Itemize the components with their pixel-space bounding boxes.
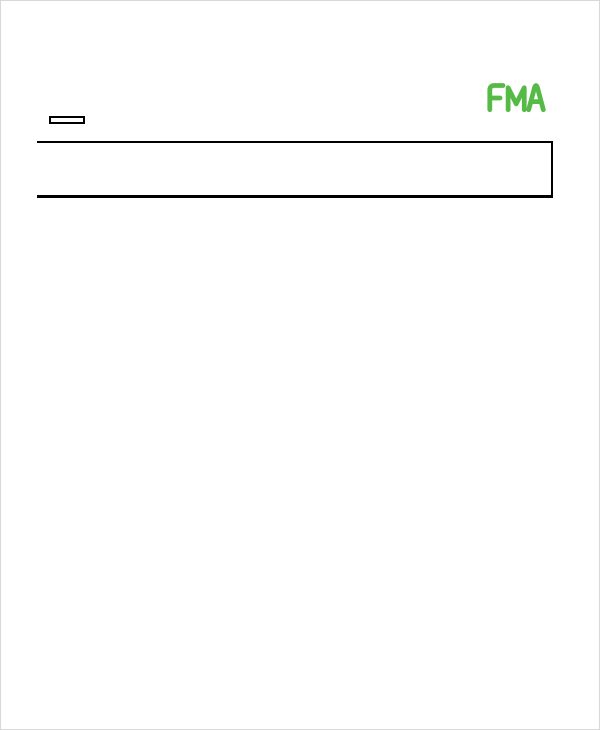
fiscal-year-row xyxy=(37,176,551,195)
fiscal-year-ending-label xyxy=(37,176,327,195)
table-header xyxy=(37,143,551,197)
fma-logo xyxy=(481,77,547,124)
fiscal-year-input[interactable] xyxy=(49,116,85,124)
analysis-table xyxy=(37,141,553,198)
fma-logo-icon xyxy=(481,77,547,119)
column-headers-row xyxy=(37,143,551,176)
